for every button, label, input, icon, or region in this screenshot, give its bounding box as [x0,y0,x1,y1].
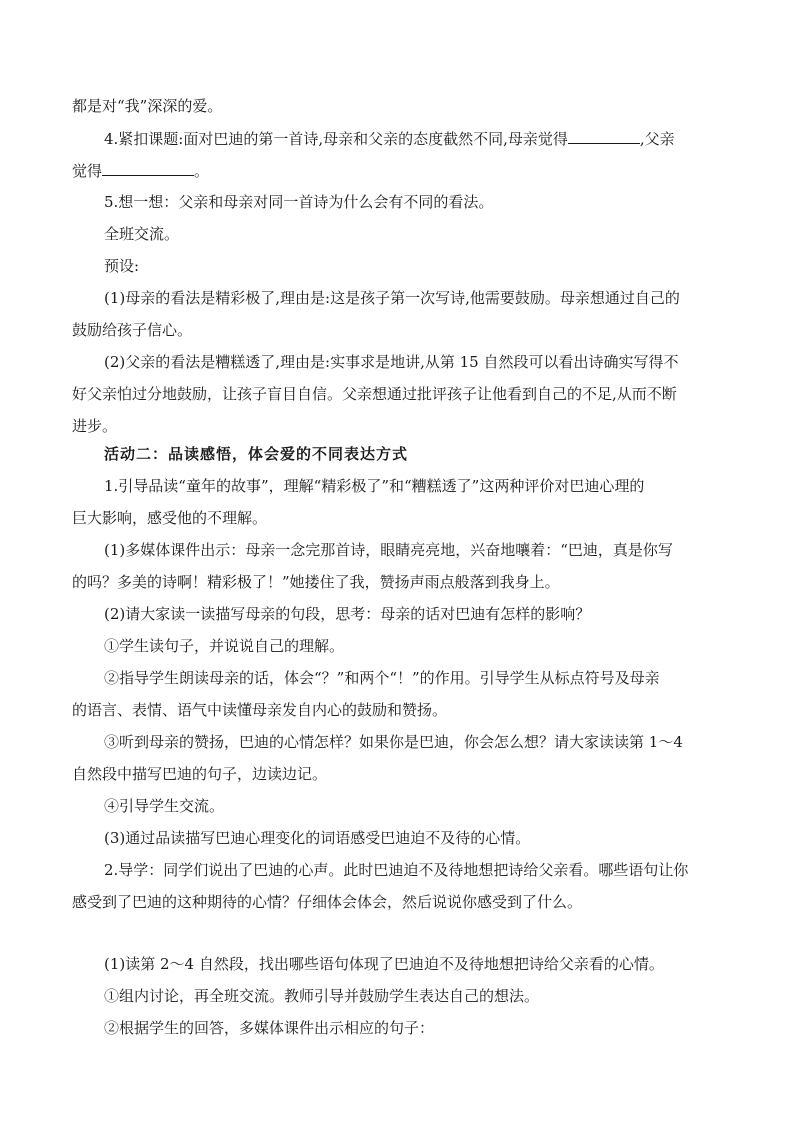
paragraph-line: 感受到了巴迪的这种期待的心情？仔细体会体会，然后说说你感受到了什么。 [72,893,583,911]
question-5: 5.想一想：父亲和母亲对同一首诗为什么会有不同的看法。 [104,193,494,211]
paragraph-line: ③听到母亲的赞扬，巴迪的心情怎样？如果你是巴迪，你会怎么想？请大家读读第 1～4 [104,733,683,751]
paragraph-line: (1)母亲的看法是精彩极了,理由是:这是孩子第一次写诗,他需要鼓励。母亲想通过自己的 [104,289,680,307]
question-4-period: 。 [194,162,210,180]
question-4-line-2 [72,160,722,180]
preset-label: 预设: [104,257,140,275]
paragraph-line: (1)多媒体课件出示：母亲一念完那首诗，眼睛亮亮地，兴奋地嚷着：“巴迪，真是你写 [104,541,673,559]
paragraph-line: 2.导学：同学们说出了巴迪的心声。此时巴迪迫不及待地想把诗给父亲看。哪些语句让你 [104,861,689,879]
paragraph-line: 进步。 [72,417,118,435]
question-4-line [104,128,722,148]
paragraph-line: 都是对“我”深深的爱。 [72,97,223,115]
discussion-note: 全班交流。 [104,225,180,243]
activity-2-heading: 活动二：品读感悟，体会爱的不同表达方式 [104,445,409,463]
question-4-text-cont: ,父亲 [639,130,675,148]
paragraph-line: 自然段中描写巴迪的句子，边读边记。 [72,765,328,783]
paragraph-line: 的吗？多美的诗啊！精彩极了！”她搂住了我，赞扬声雨点般落到我身上。 [72,573,560,591]
paragraph-line: (3)通过品读描写巴迪心理变化的词语感受巴迪迫不及待的心情。 [104,829,531,847]
question-4-text-end: 觉得 [72,162,103,180]
paragraph-line: (2)请大家读一读描写母亲的句段，思考：母亲的话对巴迪有怎样的影响？ [104,605,591,623]
paragraph-line: ①学生读句子，并说说自己的理解。 [104,637,345,655]
paragraph-line: ④引导学生交流。 [104,797,225,815]
paragraph-line: 鼓励给孩子信心。 [72,321,193,339]
paragraph-line: 的语言、表情、语气中读懂母亲发自内心的鼓励和赞扬。 [72,701,448,719]
question-4-text: 4.紧扣课题:面对巴迪的第一首诗,母亲和父亲的态度截然不同,母亲觉得 [104,130,568,148]
paragraph-line: 巨大影响，感受他的不理解。 [72,509,268,527]
paragraph-line: 好父亲怕过分地鼓励，让孩子盲目自信。父亲想通过批评孩子让他看到自己的不足,从而不断 [72,385,677,403]
mother-answer-blank[interactable] [568,128,640,144]
paragraph-line: ①组内讨论，再全班交流。教师引导并鼓励学生表达自己的想法。 [104,987,540,1005]
paragraph-line: ②根据学生的回答，多媒体课件出示相应的句子： [104,1019,435,1037]
paragraph-line: (1)读第 2～4 自然段，找出哪些语句体现了巴迪迫不及待地想把诗给父亲看的心情。 [104,955,664,973]
paragraph-line: ②指导学生朗读母亲的话，体会“？”和两个“！”的作用。引导学生从标点符号及母亲 [104,669,660,687]
father-answer-blank[interactable] [102,160,194,176]
paragraph-line: 1.引导品读“童年的故事”，理解“精彩极了”和“糟糕透了”这两种评价对巴迪心理的 [104,477,645,495]
paragraph-line: (2)父亲的看法是糟糕透了,理由是:实事求是地讲,从第 15 自然段可以看出诗确实写得不 [104,353,679,371]
